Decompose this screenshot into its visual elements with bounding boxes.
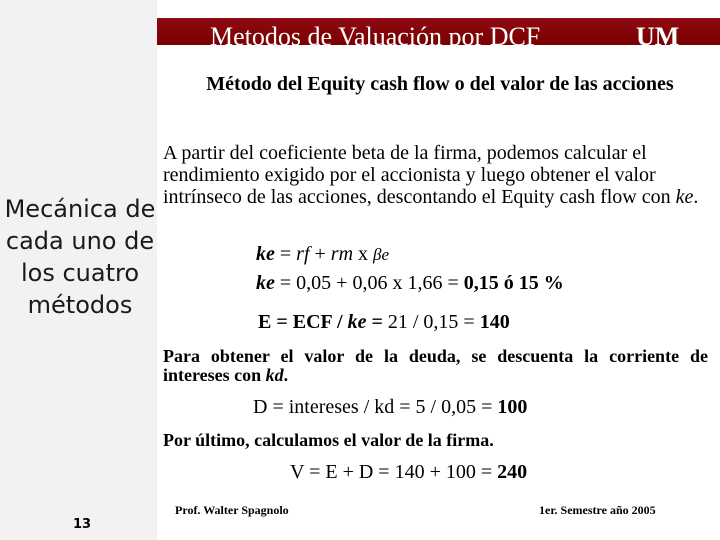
formula-debt-value: [253, 396, 527, 419]
formula-beta: βe: [373, 245, 390, 264]
formula-result: 100: [497, 396, 528, 418]
formula-equity-value: [258, 311, 510, 334]
formula-text: D = intereses / kd = 5 / 0,05 =: [253, 396, 498, 418]
formula-ke: ke: [347, 311, 367, 333]
formula-part: =: [366, 311, 388, 333]
formula-lhs: ke: [256, 272, 275, 294]
formula-x: x: [353, 243, 374, 265]
sidebar-line: cada uno de: [5, 227, 155, 255]
paragraph-equity: [163, 142, 708, 208]
formula-text: V = E + D = 140 + 100 =: [290, 461, 498, 483]
formula-middle: 21 / 0,15 =: [387, 311, 480, 333]
variable-kd: kd: [265, 365, 284, 385]
formula-ke-value: [256, 272, 564, 295]
formula-result: 0,15 ó 15 %: [463, 272, 564, 294]
formula-rm: rm: [330, 243, 354, 265]
paragraph-text: A partir del coeficiente beta de la firma, podemos calcular el rendimiento exigido por el accionista y luego obtener el valor intrínseco de las acciones, descontando el Equity cash flow con: [163, 142, 676, 208]
paragraph-firm: Por último, calculamos el valor de la firma.: [163, 430, 494, 450]
sidebar-line: los cuatro: [20, 259, 140, 287]
sidebar-line: Mecánica de: [4, 195, 156, 223]
formula-plus: +: [309, 243, 331, 265]
paragraph-text: Para obtener el valor de la deuda, se descuenta la corriente de intereses con: [163, 346, 708, 385]
formula-lhs: ke: [256, 243, 275, 265]
formula-ke: [256, 243, 389, 266]
slide-number: 13: [73, 517, 92, 532]
paragraph-end: .: [283, 365, 289, 385]
formula-result: 240: [497, 461, 528, 483]
formula-rf: rf: [296, 243, 310, 265]
slide-subtitle: Método del Equity cash flow o del valor de las acciones: [206, 73, 674, 95]
variable-ke: ke: [675, 186, 694, 208]
slide-title: Metodos de Valuación por DCF: [210, 22, 541, 51]
footer-author: Prof. Walter Spagnolo: [175, 503, 289, 517]
formula-part: E = ECF /: [258, 311, 348, 333]
formula-firm-value: [290, 461, 527, 484]
sidebar-text: [0, 193, 160, 321]
formula-result: 140: [479, 311, 510, 333]
footer-semester: 1er. Semestre año 2005: [539, 503, 656, 517]
paragraph-debt: [163, 347, 708, 385]
logo: UM: [636, 22, 680, 51]
paragraph-end: .: [693, 186, 699, 208]
formula-middle: = 0,05 + 0,06 x 1,66 =: [274, 272, 464, 294]
formula-eq: =: [274, 243, 297, 265]
sidebar-line: métodos: [27, 291, 133, 319]
